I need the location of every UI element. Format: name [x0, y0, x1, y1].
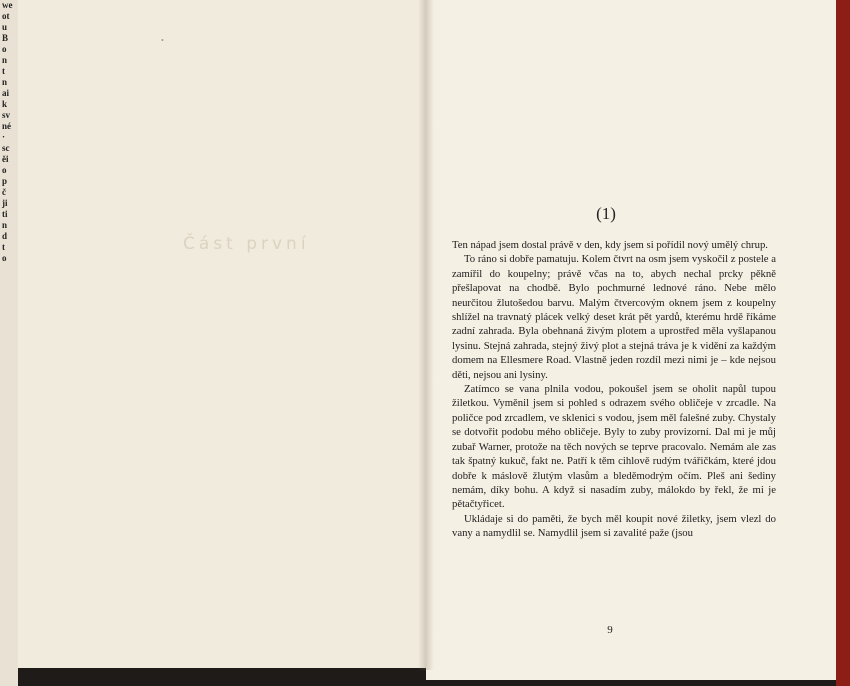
edge-fragment: sv: [2, 110, 11, 120]
edge-fragment: ěi: [2, 154, 9, 164]
edge-fragment: sc: [2, 143, 10, 153]
edge-fragment: né: [2, 121, 11, 131]
edge-fragment: ·: [2, 132, 6, 142]
chapter-heading: (1): [596, 204, 616, 223]
edge-fragment: k: [2, 99, 8, 109]
paragraph: Zatímco se vana plnila vodou, pokoušel jsem se oholit napůl tupou žiletkou. Vyměnil jsem si pohled s odrazem svého obličeje v zrcadle. Na poličce pod zrcadlem, ve sklenici s vodou, jsem měl falešné zuby. Chystaly se dotvořit podobu mého obličeje. Byly to zuby provizorní. Dal mi je můj zubař Warner, protože na těch nových se teprve pracovalo. Nemám ale zas tak špatný kukuč, fakt ne. Patří k těm cihlově rudým tvářičkám, které jdou dobře k máslově žlutým vlasům a bleděmodrým očím. Pleš ani šediny nemám, díky bohu. A když si nasadím zuby, málokdo by řekl, že mi je pětačtyřicet.: [452, 383, 776, 511]
speck-mark: •: [161, 36, 164, 45]
chapter-body: [452, 238, 776, 541]
edge-fragment: p: [2, 176, 8, 186]
paragraph: Ten nápad jsem dostal právě v den, kdy jsem si pořídil nový umělý chrup.: [452, 239, 768, 251]
paragraph: To ráno si dobře pamatuju. Kolem čtvrt na osm jsem vyskočil z postele a zamířil do koupelny; právě včas na to, abych nechal prcky pěkně přešlapovat na chodbě. Bylo pochmurné lednové ráno. Nebe mělo neurčitou žlutošedou barvu. Malým čtvercovým oknem jsem z koupelny shlížel na travnatý plácek velký deset krát pět yardů, kterému hrdě říkáme zadní zahrada. Byla obehnaná živým plotem a uprostřed měla vyšlapanou lysinu. Stejná zahrada, stejný živý plot a stejná tráva je k vidění za každým domem na Ellesmere Road. Vlastně jeden rozdíl mezi nimi je – kde nejsou děti, nejsou ani lysiny.: [452, 253, 776, 381]
left-page: [18, 0, 426, 668]
page-number: 9: [607, 624, 613, 636]
edge-fragment: we: [2, 0, 13, 10]
paragraph: Ukládaje si do paměti, že bych měl koupit nové žiletky, jsem vlezl do vany a namydlil se. Namydlil jsem si zavalité paže (jsou: [452, 512, 776, 540]
edge-fragment: ot: [2, 11, 10, 21]
book-cover-edge: [836, 0, 850, 686]
edge-fragment: t: [2, 242, 5, 252]
edge-fragment: B: [2, 33, 9, 43]
edge-fragment: o: [2, 165, 7, 175]
adjacent-page-edge: [0, 0, 18, 686]
edge-fragment: ai: [2, 88, 10, 98]
edge-fragment: č: [2, 187, 6, 197]
edge-fragment: ji: [2, 198, 8, 208]
edge-fragment: n: [2, 220, 8, 230]
edge-fragment: d: [2, 231, 8, 241]
part-title: Část první: [183, 234, 310, 254]
edge-fragment: n: [2, 55, 8, 65]
edge-fragment: u: [2, 22, 8, 32]
edge-fragment: o: [2, 44, 7, 54]
edge-fragment: o: [2, 253, 7, 263]
edge-fragment: t: [2, 66, 5, 76]
edge-fragment: n: [2, 77, 8, 87]
book-gutter: [418, 0, 434, 670]
edge-fragment: ti: [2, 209, 8, 219]
